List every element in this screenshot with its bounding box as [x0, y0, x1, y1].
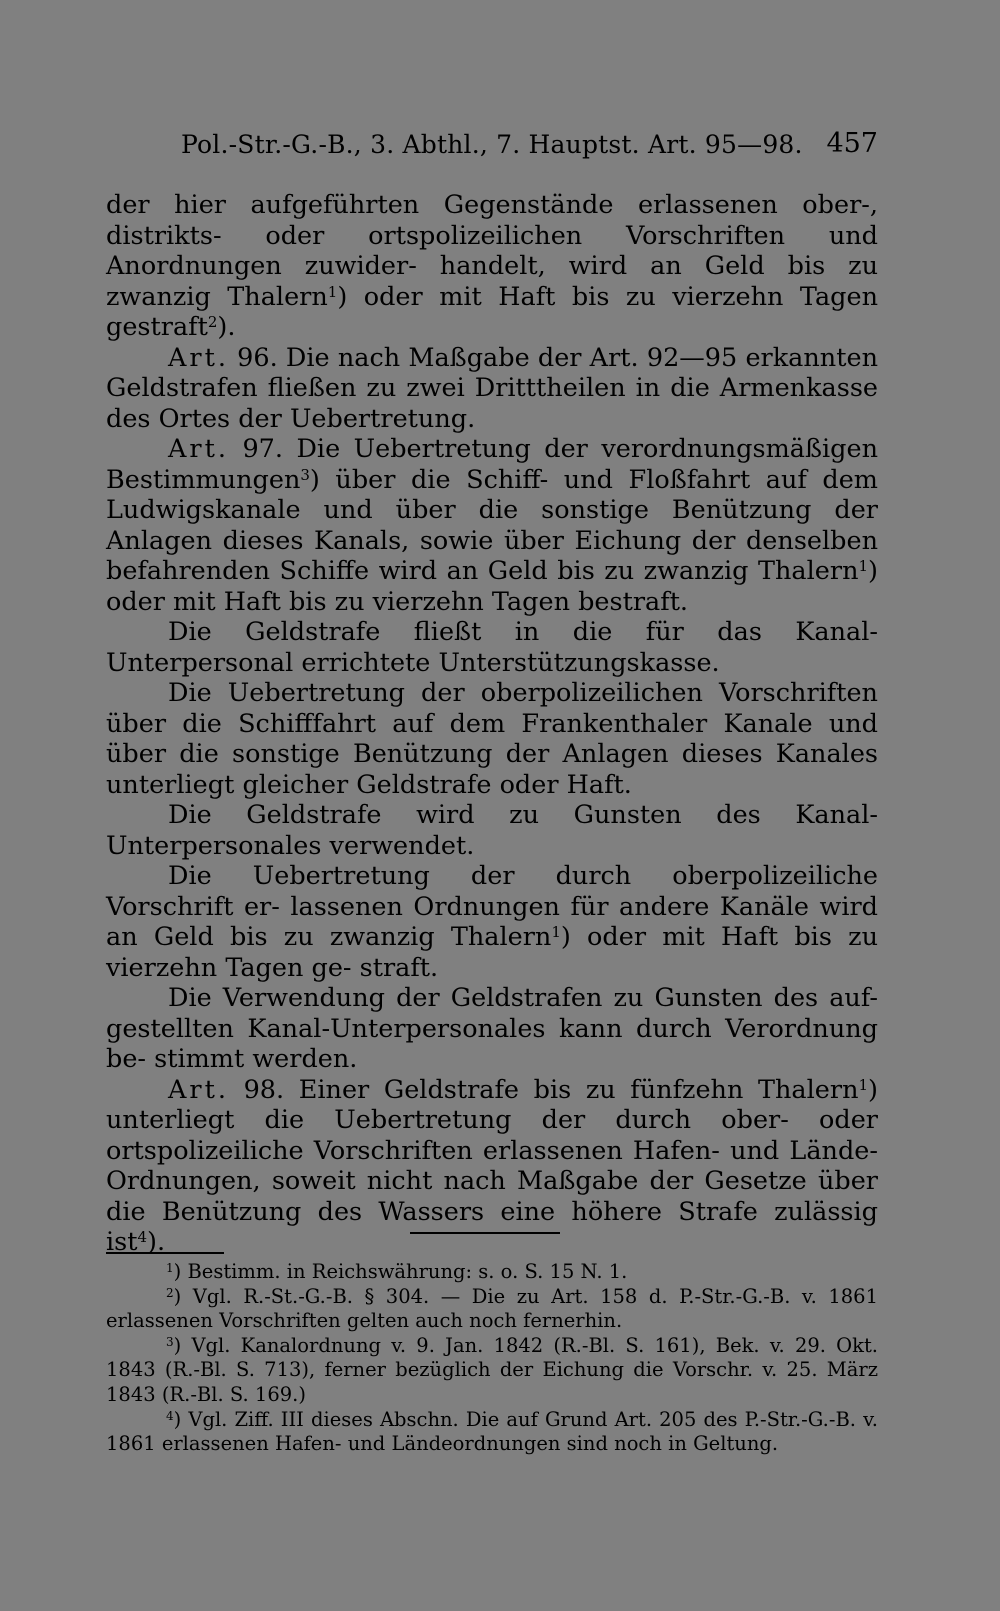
paragraph-text: ) unterliegt die Uebertretung der durch ober- oder ortspolizeiliche Vorschriften erlassenen Hafen- und Lände-Ordnungen, soweit nicht nach Maßgabe der Gesetze über die Benützung des Wassers eine höhere Strafe zulässig ist: [106, 1074, 878, 1257]
footnote-mark: 2: [166, 1285, 174, 1300]
footnote-mark: 4: [166, 1408, 174, 1423]
paragraph-text: der hier aufgeführten Gegenstände erlassenen ober-, distrikts- oder ortspolizeilichen Vorschriften und Anordnungen zuwider- handelt, wird an Geld bis zu zwanzig Thalern: [106, 190, 878, 312]
book-page: [106, 120, 878, 1456]
footnotes: [106, 1260, 878, 1457]
paragraph-text: Die Geldstrafe fließt in die für das Kanal-Unterpersonal errichtete Unterstützungskasse.: [106, 617, 878, 678]
footnote-mark: 1: [166, 1261, 174, 1275]
paragraph-text: Die Uebertretung der oberpolizeilichen Vorschriften über die Schifffahrt auf dem Frankenthaler Kanale und über die sonstige Benützung der Anlagen dieses Kanales unterliegt gleicher Geldstrafe oder Haft.: [106, 678, 878, 800]
footnote-text: ) Vgl. Ziff. III dieses Abschn. Die auf Grund Art. 205 des P.-Str.-G.-B. v. 1861 erlassenen Hafen- und Ländeordnungen sind noch in Geltung.: [106, 1407, 878, 1456]
footnote-text: ) Vgl. R.-St.-G.-B. § 304. — Die zu Art. 158 d. P.-Str.-G.-B. v. 1861 erlassenen Vorschriften gelten auch noch fernerhin.: [106, 1284, 878, 1333]
paragraph-1: [106, 190, 878, 343]
footnote-mark: 3: [166, 1334, 174, 1349]
paragraph-text: 98. Einer Geldstrafe bis zu fünfzehn Thalern: [228, 1074, 859, 1105]
article-96: [106, 343, 878, 435]
paragraph-6: [106, 800, 878, 861]
paragraph-text: 96. Die nach Maßgabe der Art. 92—95 erkannten Geldstrafen fließen zu zwei Dritttheilen in die Armenkasse des Ortes der Uebertretung.: [106, 342, 878, 434]
running-title: Pol.-Str.-G.-B., 3. Abthl., 7. Hauptst. Art. 95—98.: [181, 130, 803, 159]
footnote-text: ) Bestimm. in Reichswährung: s. o. S. 15 N. 1.: [173, 1260, 628, 1283]
article-label: Art.: [168, 434, 229, 464]
paragraph-8: [106, 983, 878, 1075]
footnote-ref: 1: [327, 282, 338, 301]
footnote-ref: 4: [137, 1228, 148, 1246]
article-label: Art.: [168, 1074, 229, 1105]
paragraph-text: ) über die Schiff- und Floßfahrt auf dem Ludwigskanale und über die sonstige Benützung der Anlagen dieses Kanals, sowie über Eichung der denselben befahrenden Schiffe wird an Geld bis zu zwanzig Thalern: [106, 464, 878, 586]
article-97: [106, 434, 878, 617]
paragraph-7: [106, 861, 878, 983]
paragraph-text: ).: [217, 312, 236, 342]
page-number: 457: [826, 128, 878, 159]
article-label: Art.: [168, 342, 229, 373]
paragraph-text: ) oder mit Haft bis zu vierzehn Tagen gestraft: [106, 281, 878, 342]
footnote-ref: 2: [207, 313, 218, 331]
footnote-ref: 1: [551, 923, 561, 941]
footnote-separator: [106, 1252, 224, 1254]
paragraph-4: [106, 617, 878, 678]
footnote-ref: 1: [858, 1075, 869, 1094]
paragraph-text: ) oder mit Haft bis zu vierzehn Tagen ge- straft.: [106, 922, 878, 983]
paragraph-text: Die Verwendung der Geldstrafen zu Gunsten des auf- gestellten Kanal-Unterpersonales kann durch Verordnung be- stimmt werden.: [106, 983, 878, 1074]
footnote-ref: 1: [858, 557, 869, 575]
paragraph-text: ).: [147, 1227, 166, 1257]
paragraph-text: 97. Die Uebertretung der verordnungsmäßigen Bestimmungen: [106, 434, 878, 495]
paragraph-text: Die Geldstrafe wird zu Gunsten des Kanal-Unterpersonales verwendet.: [106, 800, 878, 861]
article-98: [106, 1075, 878, 1258]
footnote-3: [106, 1334, 878, 1408]
footnote-text: ) Vgl. Kanalordnung v. 9. Jan. 1842 (R.-Bl. S. 161), Bek. v. 29. Okt. 1843 (R.-Bl. S. 713), ferner bezüglich der Eichung die Vorschr. v. 25. März 1843 (R.-Bl. S. 169.): [106, 1333, 878, 1406]
section-end-rule: [410, 1232, 560, 1234]
paragraph-text: Die Uebertretung der durch oberpolizeiliche Vorschrift er- lassenen Ordnungen für andere Kanäle wird an Geld bis zu zwanzig Thalern: [106, 861, 878, 952]
paragraph-text: ) oder mit Haft bis zu vierzehn Tagen bestraft.: [106, 556, 878, 617]
paragraph-5: [106, 678, 878, 800]
footnote-1: [106, 1260, 878, 1285]
running-head: [106, 120, 878, 170]
body-text: [106, 190, 878, 1258]
footnote-4: [106, 1408, 878, 1457]
footnote-2: [106, 1285, 878, 1334]
footnote-ref: 3: [300, 465, 310, 484]
